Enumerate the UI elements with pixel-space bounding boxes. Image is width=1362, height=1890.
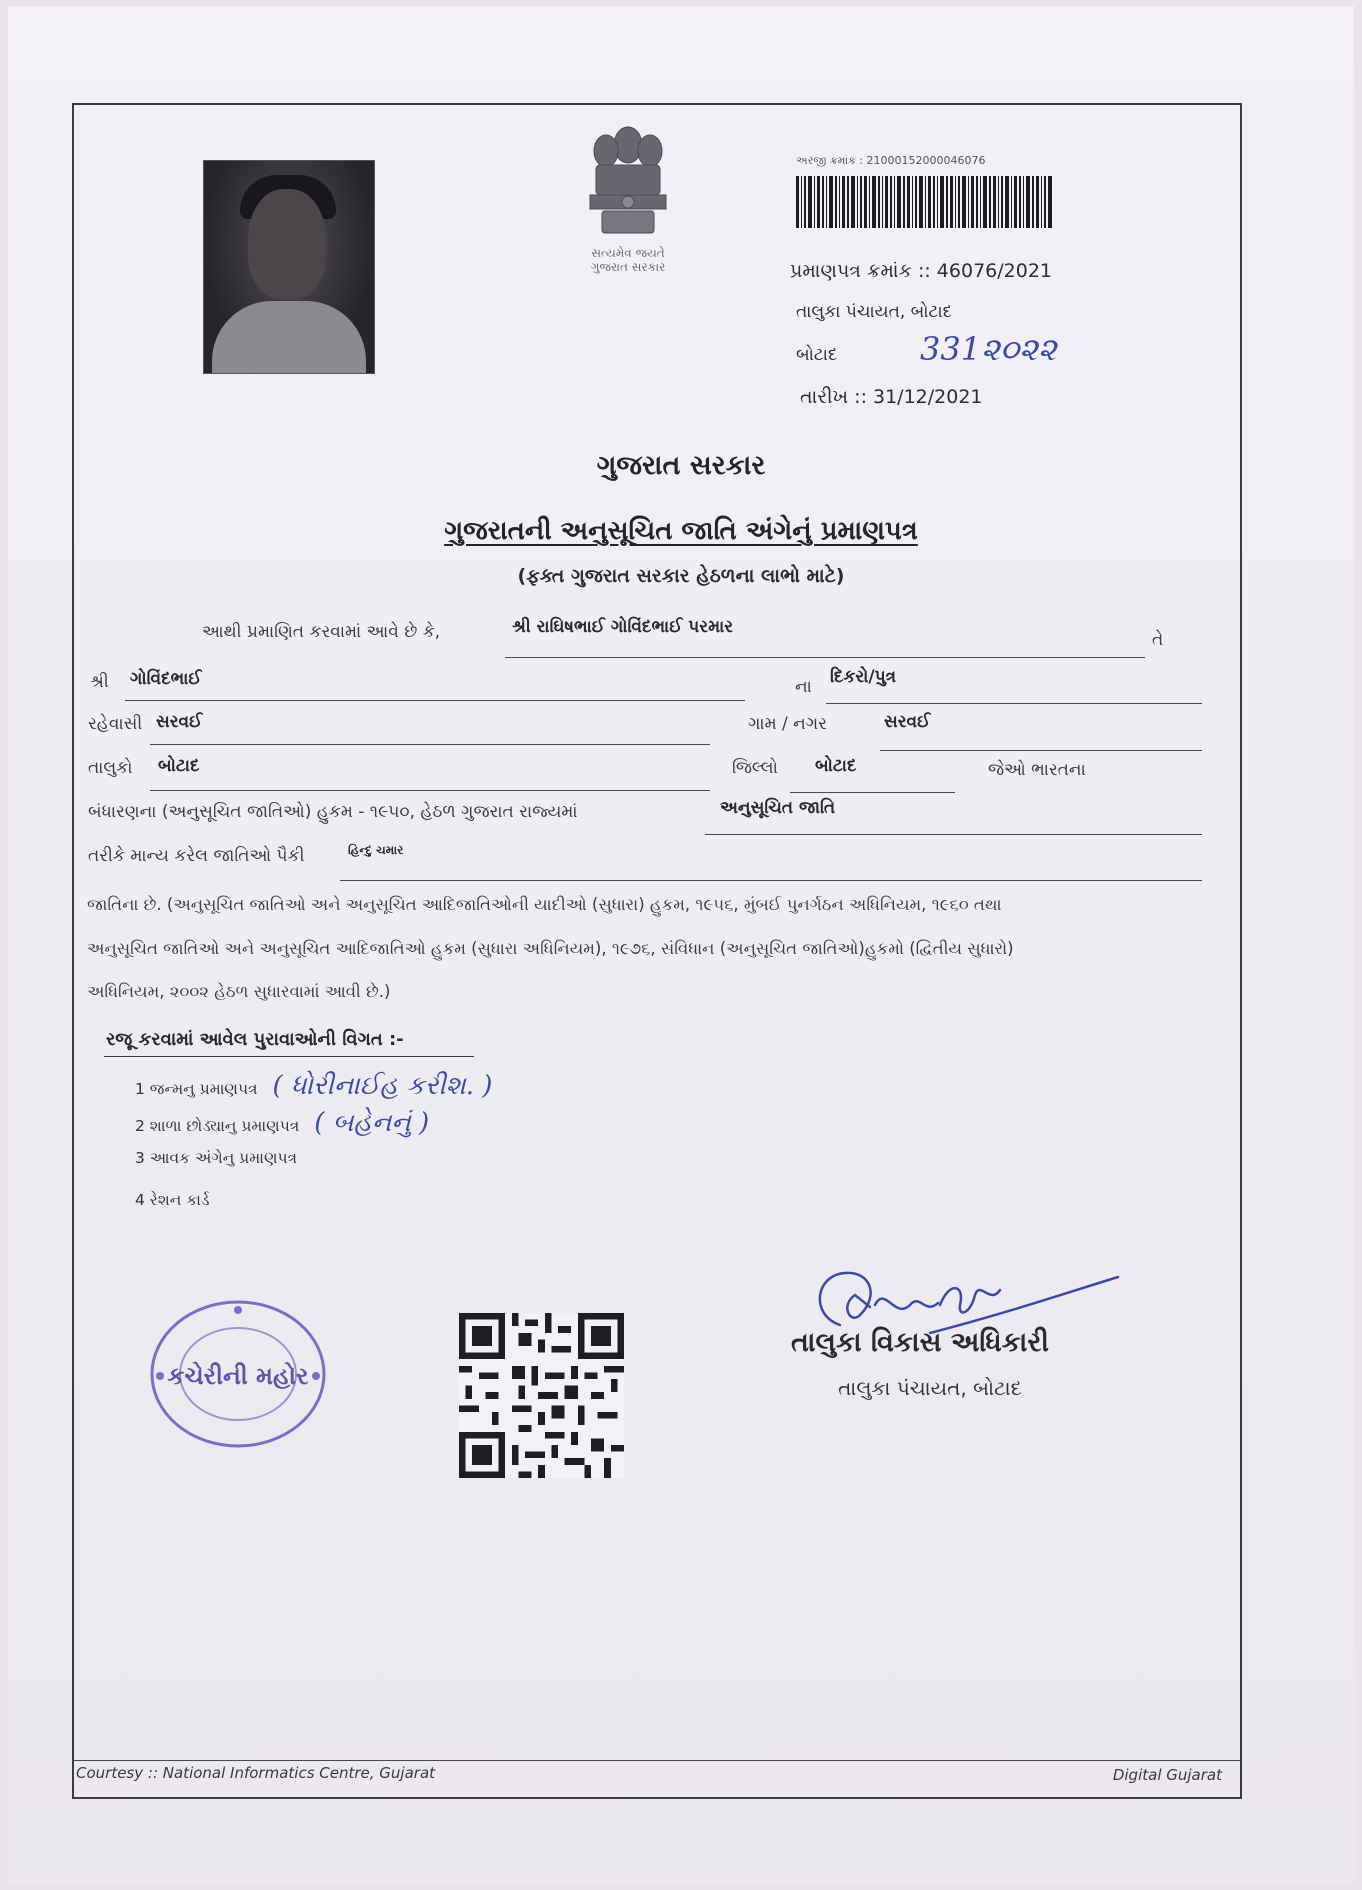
village: સરવઈ: [884, 712, 931, 732]
footer-divider: [72, 1760, 1240, 1761]
taluka-underline: [150, 790, 710, 791]
person-name: શ્રી રાઘિષભાઈ ગોવિંદભાઈ પરમાર: [512, 617, 734, 637]
footer-courtesy: Courtesy :: National Informatics Centre, Gujarat: [76, 1764, 436, 1782]
office-seal: [148, 1298, 328, 1450]
certify-label: આથી પ્રમાણિત કરવામાં આવે છે કે,: [202, 622, 441, 642]
father-underline: [125, 700, 745, 701]
legal-paragraph-line-2: અનુસૂચિત જાતિઓ અને અનુસૂચિત આદિજાતિઓ હુકમ (સુધારા અધિનિયમ), ૧૯૭૬, સંવિધાન (અનુસૂચિત જાતિઓ)હુકમો (દ્વિતીય સુધારો): [87, 939, 1014, 958]
issue-date: તારીખ :: 31/12/2021: [800, 386, 983, 408]
relation: દિકરો/પુત્ર: [830, 667, 897, 687]
application-reference: અરજી ક્રમાંક : 21000152000046076: [796, 154, 986, 167]
certificate-purpose: (ફક્ત ગુજરાત સરકાર હેઠળના લાભો માટે): [517, 565, 845, 587]
resident-underline: [150, 744, 710, 745]
category: અનુસૂચિત જાતિ: [720, 798, 836, 818]
district: બોટાદ: [815, 756, 857, 776]
document-item: 3 આવક અંગેનુ પ્રમાણપત્ર: [135, 1149, 298, 1167]
document-item: 1 જન્મનુ પ્રમાણપત્ર ( ધોરીનાઈહ કરીશ. ): [135, 1071, 493, 1101]
signatory-title: તાલુકા વિકાસ અધિકારી: [790, 1327, 1050, 1358]
legal-paragraph-line-3: અધિનિયમ, ૨૦૦૨ હેઠળ સુધારવામાં આવી છે.): [87, 982, 391, 1001]
seal-text: કચેરીની મહોર: [167, 1362, 309, 1390]
resident-label: રહેવાસી: [88, 714, 143, 734]
legal-paragraph-line-1: જાતિના છે. (અનુસૂચિત જાતિઓ અને અનુસૂચિત આદિજાતિઓની યાદીઓ (સુધારા) હુકમ, ૧૯૫૬, મુંબઈ પુનર્ગઠન અધિનિયમ, ૧૯૬૦ તથા: [87, 895, 1002, 914]
constitution-order: બંધારણના (અનુસૂચિત જાતિઓ) હુકમ - ૧૯૫૦, હેઠળ ગુજરાત રાજ્યમાં: [88, 802, 578, 822]
taluka: બોટાદ: [158, 756, 200, 776]
government-title: ગુજરાત સરકાર: [596, 450, 766, 481]
signatory-office: તાલુકા પંચાયત, બોટાદ: [838, 1376, 1022, 1400]
recognized-label: તરીકે માન્ય કરેલ જાતિઓ પૈકી: [88, 846, 305, 866]
te-label: તે: [1152, 630, 1164, 650]
who-indian-label: જેઓ ભારતના: [988, 760, 1086, 780]
certificate-title: ગુજરાતની અનુસૂચિત જાતિ અંગેનું પ્રમાણપત્ર: [444, 516, 918, 546]
resident-of: સરવઈ: [156, 712, 203, 732]
district-underline: [790, 792, 955, 793]
certificate-number: પ્રમાણપત્ર ક્રમાંક :: 46076/2021: [790, 260, 1052, 282]
issuing-office: તાલુકા પંચાયત, બોટાદ: [796, 302, 953, 322]
caste: હિન્દુ ચમાર: [348, 843, 404, 857]
relation-underline: [826, 703, 1202, 704]
emblem-caption: સત્યમેવ જયતે ગુજરાત સરકાર: [590, 246, 666, 274]
handwritten-inward-number: 331૨૦૨૨: [920, 330, 1057, 368]
village-underline: [880, 750, 1202, 751]
barcode: [796, 176, 1052, 228]
shri-label: શ્રી: [90, 672, 109, 692]
applicant-photo: [203, 160, 375, 374]
village-label: ગામ / નગર: [748, 714, 827, 734]
national-emblem-icon: [572, 115, 684, 241]
document-item: 4 રેશન કાર્ડ: [135, 1191, 210, 1209]
document-item: 2 શાળા છોડ્યાનુ પ્રમાણપત્ર ( બહેનનું ): [135, 1108, 430, 1138]
place: બોટાદ: [796, 345, 838, 365]
category-underline: [705, 834, 1202, 835]
father-name: ગોવિંદભાઈ: [130, 669, 202, 689]
documents-title: રજૂ કરવામાં આવેલ પુરાવાઓની વિગત :-: [106, 1029, 404, 1050]
caste-underline: [340, 880, 1202, 881]
documents-title-underline: [104, 1056, 474, 1057]
document-handwritten-note: ( બહેનનું ): [314, 1108, 430, 1138]
na-label: ના: [795, 677, 812, 697]
taluka-label: તાલુકો: [88, 758, 133, 778]
district-label: જિલ્લો: [732, 758, 778, 778]
name-underline: [505, 657, 1145, 658]
document-handwritten-note: ( ધોરીનાઈહ કરીશ. ): [272, 1071, 493, 1101]
qr-code: [459, 1313, 624, 1478]
footer-brand: Digital Gujarat: [1112, 1766, 1222, 1784]
